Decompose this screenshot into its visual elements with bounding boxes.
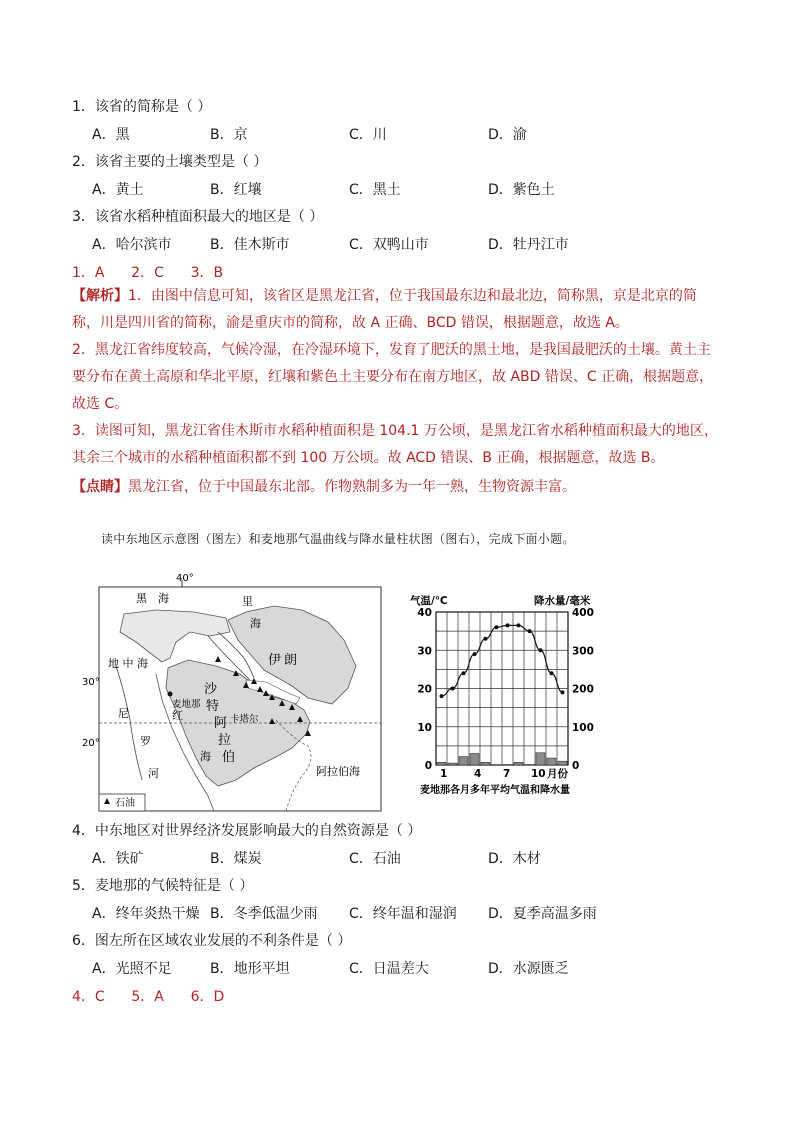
q2-option-d[interactable]: D．紫色土: [488, 182, 555, 198]
med-sea-label: 地 中 海: [108, 657, 148, 670]
analysis-1: 【解析】1．由图中信息可知，该省区是黑龙江省，位于我国最东边和最北边，简称黑，京是北京的简称，川是四川省的简称，渝是重庆市的简称，故 A 正确、BCD 错误，根据题意，故选 A。: [72, 288, 697, 331]
temperature-point: [473, 652, 477, 656]
arabian-sea-label: 阿拉伯海: [316, 765, 360, 778]
precip-bar: [481, 762, 490, 765]
chart-title: 麦地那各月多年平均气温和降水量: [420, 785, 570, 796]
q1-option-d[interactable]: D．渝: [488, 127, 527, 143]
analysis-tag: 【解析】: [72, 288, 128, 304]
temp-tick-label: 40: [417, 607, 432, 619]
caspian-label-1: 里: [242, 595, 253, 608]
iran-label-2: 朗: [284, 653, 298, 668]
temp-tick-label: 0: [424, 760, 432, 772]
temperature-point: [506, 623, 510, 627]
black-sea-label-1: 黑: [136, 592, 147, 605]
precip-bar: [536, 753, 545, 765]
q6-option-b[interactable]: B．地形平坦: [210, 961, 290, 977]
saudi-label-3: 阿: [214, 716, 228, 731]
precip-axis-title: 降水量/毫米: [534, 595, 591, 607]
medina-climate-chart: [406, 590, 620, 812]
q6-option-a[interactable]: A．光照不足: [92, 961, 172, 977]
q6-option-c[interactable]: C．日温差大: [349, 961, 429, 977]
answer-key-4-6: 4．C 5．A 6．D: [72, 989, 225, 1005]
q2-option-b[interactable]: B．红壤: [210, 182, 262, 198]
q5-option-b[interactable]: B．冬季低温少雨: [210, 906, 318, 922]
temperature-point: [561, 690, 565, 694]
medina-dot: [168, 692, 173, 697]
caspian-label-2: 海: [250, 617, 261, 630]
temperature-point: [495, 625, 499, 629]
lat-30-label: 30°: [82, 677, 100, 688]
q4-option-b[interactable]: B．煤炭: [210, 851, 262, 867]
temperature-point: [517, 623, 521, 627]
temp-axis-title: 气温/℃: [410, 595, 448, 607]
precip-tick-label: 300: [572, 645, 594, 658]
analysis-3: 3．读图可知，黑龙江省佳木斯市水稻种植面积是 104.1 万公顷，是黑龙江省水稻种植面积最大的地区，其余三个城市的水稻种植面积都不到 100 万公顷。故 ACD 错误、B 正确，根据题意，故选 B。: [72, 423, 718, 466]
question-2: 2．该省主要的土壤类型是（ ）: [72, 154, 268, 170]
q4-option-d[interactable]: D．木材: [488, 851, 541, 867]
precip-tick-label: 100: [572, 721, 594, 734]
right-ticks: [572, 607, 594, 772]
saudi-label-1: 沙: [204, 682, 218, 697]
question-6: 6．图左所在区域农业发展的不利条件是（ ）: [72, 933, 352, 949]
x-tick-10: 10: [531, 768, 546, 780]
nile-label-3: 河: [148, 767, 159, 780]
section-intro: 读中东地区示意图（图左）和麦地那气温曲线与降水量柱状图（图右），完成下面小题。: [101, 532, 575, 546]
tip: 【点睛】黑龙江省，位于中国最东北部。作物熟制多为一年一熟，生物资源丰富。: [72, 479, 576, 495]
tip-tag: 【点睛】: [72, 479, 128, 495]
nile-label-1: 尼: [118, 707, 129, 720]
q3-option-a[interactable]: A．哈尔滨市: [92, 237, 172, 253]
precip-tick-label: 200: [572, 683, 594, 696]
red-sea-label-2: 海: [200, 750, 211, 763]
temp-tick-label: 20: [417, 683, 432, 696]
question-4: 4．中东地区对世界经济发展影响最大的自然资源是（ ）: [72, 823, 422, 839]
temperature-point: [528, 629, 532, 633]
red-sea-label-1: 红: [172, 709, 183, 722]
x-tick-1: 1: [440, 768, 448, 780]
q3-option-b[interactable]: B．佳木斯市: [210, 237, 290, 253]
analysis-2: 2．黑龙江省纬度较高，气候冷湿，在冷湿环境下，发育了肥沃的黑土地，是我国最肥沃的土壤。黄土主要分布在黄土高原和华北平原，红壤和紫色土主要分布在南方地区，故 ABD 错误、C 正确，根据题意，故选 C。: [72, 342, 714, 412]
answer-key-1-3: 1．A 2．C 3．B: [72, 265, 224, 281]
black-sea-label-2: 海: [158, 592, 169, 605]
q3-option-c[interactable]: C．双鸭山市: [349, 237, 429, 253]
temperature-point: [550, 671, 554, 675]
precip-tick-label: 400: [572, 607, 594, 619]
medina-label: 麦地那: [172, 699, 201, 710]
precip-bar: [547, 758, 556, 765]
q6-option-d[interactable]: D．水源匮乏: [488, 961, 569, 977]
precip-bar: [514, 762, 523, 765]
q4-option-c[interactable]: C．石油: [349, 851, 401, 867]
temperature-point: [462, 671, 466, 675]
temperature-point: [484, 637, 488, 641]
temperature-point: [539, 648, 543, 652]
nile-label-2: 罗: [140, 735, 151, 748]
iran-label-1: 伊: [268, 653, 282, 668]
temp-tick-label: 10: [417, 721, 432, 734]
q4-option-a[interactable]: A．铁矿: [92, 851, 144, 867]
saudi-label-4: 拉: [218, 733, 232, 748]
question-1: 1．该省的简称是（ ）: [72, 99, 212, 115]
precip-bar: [437, 762, 446, 765]
q5-option-c[interactable]: C．终年温和湿润: [349, 906, 457, 922]
chart-grid: [436, 612, 568, 765]
saudi-label-5: 伯: [222, 750, 236, 765]
precip-bar: [448, 763, 457, 765]
saudi-label-2: 特: [206, 699, 220, 714]
precip-bar: [470, 754, 479, 765]
precip-bar: [459, 757, 468, 765]
q1-option-c[interactable]: C．川: [349, 127, 387, 143]
qatar-label: 卡塔尔: [230, 714, 259, 725]
temp-tick-label: 30: [417, 645, 432, 658]
q2-option-a[interactable]: A．黄土: [92, 182, 144, 198]
lat-20-label: 20°: [82, 738, 100, 749]
precip-tick-label: 0: [572, 760, 580, 772]
q1-option-a[interactable]: A．黑: [92, 127, 130, 143]
middle-east-map: [82, 570, 386, 815]
precip-bar: [558, 761, 567, 765]
q1-option-b[interactable]: B．京: [210, 127, 248, 143]
x-axis-unit: 月份: [547, 768, 568, 780]
x-tick-7: 7: [503, 768, 511, 780]
question-3: 3．该省水稻种植面积最大的地区是（ ）: [72, 209, 324, 225]
q5-option-d[interactable]: D．夏季高温多雨: [488, 906, 597, 922]
temperature-point: [451, 687, 455, 691]
x-tick-4: 4: [474, 768, 482, 780]
q5-option-a[interactable]: A．终年炎热干燥: [92, 906, 200, 922]
q2-option-c[interactable]: C．黑土: [349, 182, 401, 198]
temperature-point: [440, 694, 444, 698]
question-5: 5．麦地那的气候特征是（ ）: [72, 878, 254, 894]
left-ticks: [417, 607, 432, 772]
legend-label: 石油: [115, 798, 135, 809]
lon-40-label: 40°: [176, 573, 194, 584]
q3-option-d[interactable]: D．牡丹江市: [488, 237, 569, 253]
